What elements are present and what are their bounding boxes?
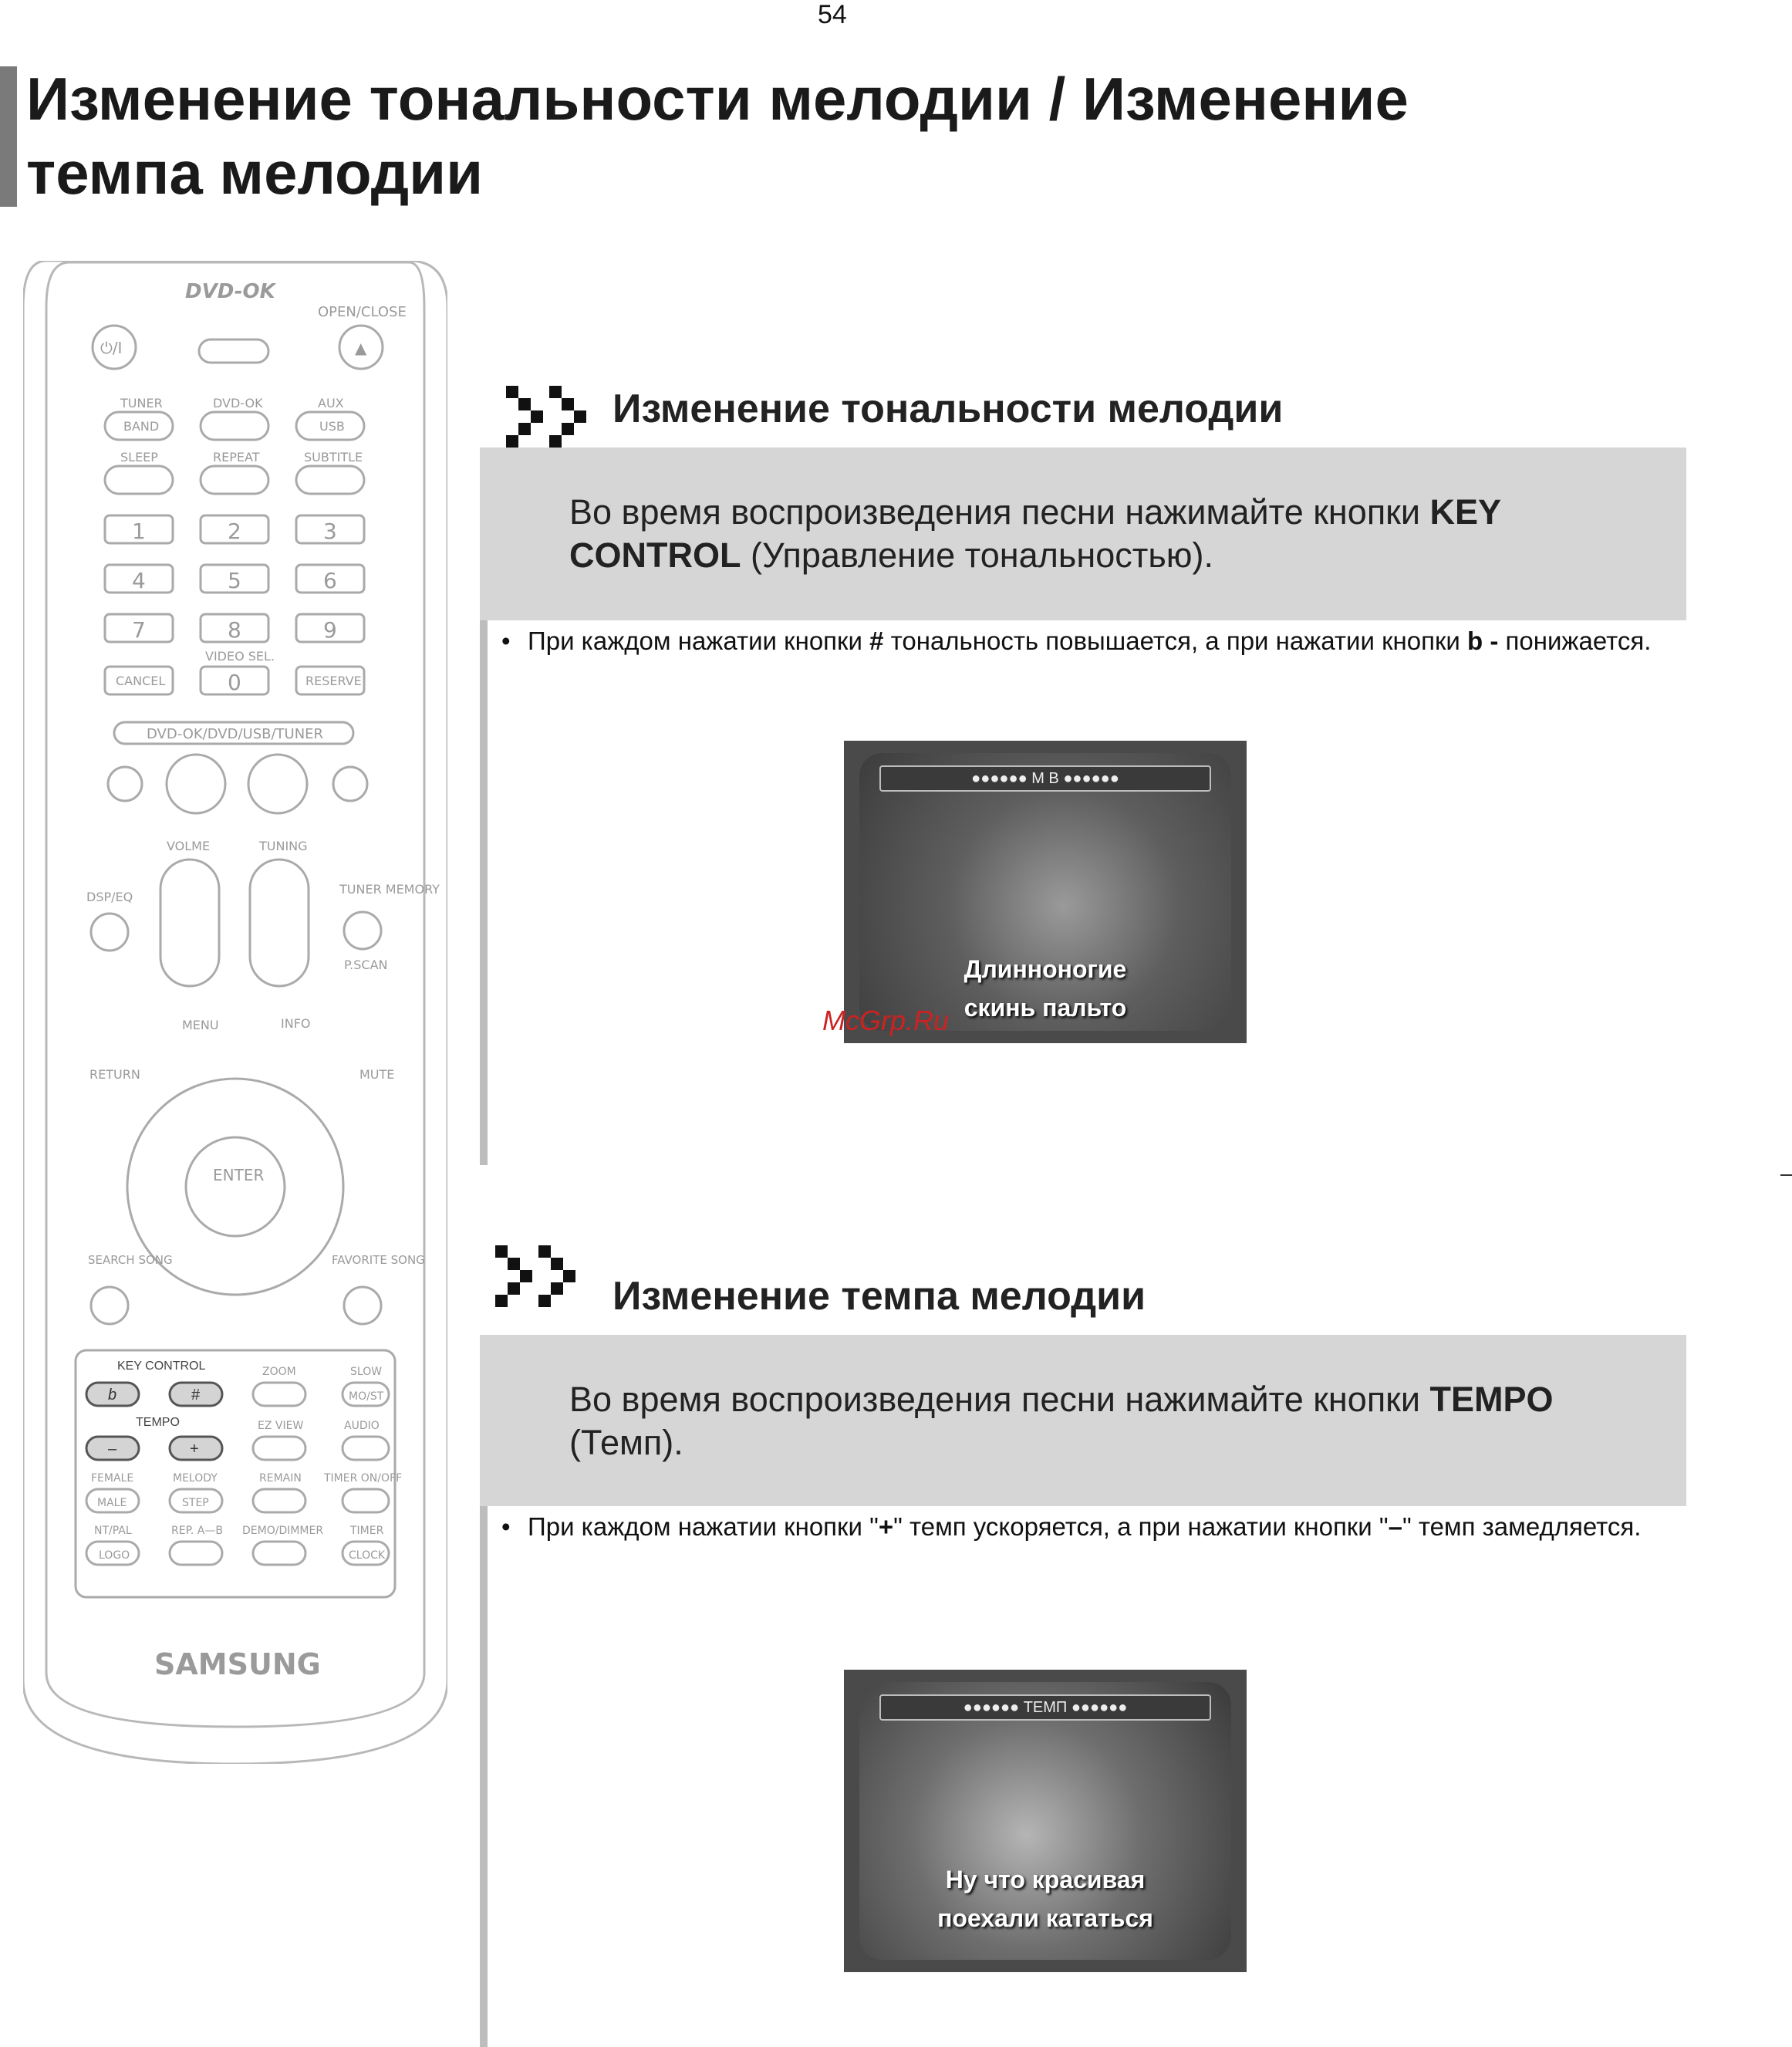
tuner-memory-label: TUNER MEMORY (339, 882, 440, 897)
page-title: Изменение тональности мелодии / Изменение темпа мелодии (26, 65, 1409, 207)
demo-dimmer-label: DEMO/DIMMER (242, 1525, 324, 1537)
sleep-label: SLEEP (120, 450, 158, 464)
tuning-label: TUNING (259, 839, 308, 853)
title-accent-bar (0, 66, 17, 207)
instruction-text-end: (Управление тональностью). (741, 535, 1214, 575)
ez-view-label: EZ VIEW (258, 1420, 304, 1432)
reserve-button: RESERVE (305, 674, 362, 688)
lyric-line-2: поехали кататься (937, 1904, 1153, 1932)
enter-label: ENTER (213, 1166, 265, 1184)
dsp-eq-label: DSP/EQ (86, 890, 133, 904)
power-label: ⏻/I (100, 339, 123, 357)
bullet-text: При каждом нажатии кнопки "+" темп ускоряется, а при нажатии кнопки "–" темп замедляется. (528, 1512, 1642, 1541)
digit-2: 2 (228, 519, 241, 544)
timer-on-off-label: TIMER ON/OFF (324, 1472, 403, 1485)
bullet-dot-icon: • (501, 1512, 511, 1541)
digit-9: 9 (323, 617, 337, 643)
key-osd-bar: ●●●●●● M B ●●●●●● (879, 765, 1211, 792)
instruction-text: Во время воспроизведения песни нажимайте кнопки (569, 1380, 1430, 1419)
section-key-instruction (569, 491, 1595, 577)
section-tempo-heading: Изменение темпа мелодии (613, 1274, 1146, 1319)
dvd-ok-logo: DVD-OK (185, 280, 275, 303)
nt-pal-label: NT/PAL (94, 1525, 132, 1537)
step-button: STEP (182, 1497, 209, 1509)
key-control-label: KEY CONTROL (117, 1360, 206, 1373)
section-key-heading: Изменение тональности мелодии (613, 387, 1284, 431)
open-close-label: OPEN/CLOSE (318, 304, 407, 320)
section-chevrons-icon (495, 1245, 582, 1319)
lyric-line-1: Длинноногие (963, 955, 1127, 983)
section-tempo-instruction-box (480, 1335, 1686, 1506)
rep-ab-label: REP. A—B (171, 1525, 223, 1537)
instruction-text-end: (Темп). (569, 1423, 683, 1462)
logo-button: LOGO (99, 1549, 130, 1562)
mode-bar-label: DVD-OK/DVD/USB/TUNER (147, 726, 324, 742)
tuner-label: TUNER (120, 396, 163, 410)
melody-label: MELODY (173, 1472, 218, 1485)
page-number: 54 (818, 0, 847, 29)
video-sel-label: VIDEO SEL. (205, 649, 275, 664)
timer-label: TIMER (350, 1525, 384, 1537)
edge-mark (1780, 1174, 1792, 1176)
tempo-label: TEMPO (136, 1416, 180, 1429)
band-button: BAND (123, 419, 160, 434)
remote-top-buttons (93, 326, 383, 369)
return-label: RETURN (89, 1067, 140, 1082)
digit-6: 6 (323, 568, 337, 593)
lyric-line-1: Ну что красивая (945, 1866, 1146, 1893)
mute-label: MUTE (359, 1067, 395, 1082)
usb-button: USB (319, 419, 345, 434)
digit-1: 1 (132, 519, 146, 544)
bullet-text: При каждом нажатии кнопки # тональность повышается, а при нажатии кнопки b - понижается. (528, 627, 1652, 655)
aux-label: AUX (318, 396, 344, 410)
watermark: McGrp.Ru (822, 1005, 950, 1036)
zoom-label: ZOOM (262, 1366, 296, 1378)
digit-5: 5 (228, 568, 241, 593)
slow-label: SLOW (350, 1366, 383, 1378)
volume-label: VOLME (167, 839, 211, 853)
remain-label: REMAIN (259, 1472, 302, 1485)
lyric-line-2: скинь пальто (963, 994, 1127, 1022)
samsung-logo: SAMSUNG (154, 1647, 321, 1681)
audio-label: AUDIO (344, 1420, 380, 1432)
p-scan-label: P.SCAN (344, 958, 388, 972)
male-button: MALE (97, 1497, 127, 1509)
cancel-button: CANCEL (116, 674, 166, 688)
female-label: FEMALE (91, 1472, 134, 1485)
digit-3: 3 (323, 519, 337, 544)
key-sharp-button: # (191, 1387, 201, 1404)
instruction-text: Во время воспроизведения песни нажимайте кнопки (569, 492, 1430, 532)
section-tempo-side-rule (480, 1506, 488, 2047)
remote-control-illustration (23, 261, 447, 1764)
search-song-label: SEARCH SONG (88, 1253, 173, 1267)
tempo-screen-image (844, 1670, 1247, 1972)
digit-0: 0 (228, 670, 241, 695)
tempo-minus-button: – (108, 1441, 117, 1458)
digit-4: 4 (132, 568, 146, 593)
digit-8: 8 (228, 617, 241, 643)
favorite-song-label: FAVORITE SONG (332, 1253, 425, 1267)
dvd-ok-label: DVD-OK (213, 396, 263, 410)
repeat-label: REPEAT (213, 450, 260, 464)
tempo-plus-button: + (190, 1441, 199, 1458)
bullet-dot-icon: • (501, 627, 511, 655)
menu-label: MENU (182, 1018, 219, 1032)
key-flat-button: b (108, 1387, 117, 1404)
clock-button: CLOCK (349, 1549, 386, 1562)
section-key-side-rule (480, 620, 488, 1165)
subtitle-label: SUBTITLE (304, 450, 363, 464)
digit-7: 7 (132, 617, 146, 643)
instruction-key-name: KEY CONTROL (569, 492, 1501, 575)
info-label: INFO (281, 1016, 311, 1031)
instruction-key-name: TEMPO (1429, 1380, 1554, 1419)
section-tempo-instruction (569, 1378, 1595, 1464)
tempo-osd-bar: ●●●●●● ТЕМП ●●●●●● (879, 1694, 1211, 1721)
eject-icon: ▲ (355, 339, 367, 357)
mo-st-button: MO/ST (349, 1390, 384, 1403)
section-key-instruction-box (480, 448, 1686, 620)
key-control-screen-image (844, 741, 1247, 1043)
